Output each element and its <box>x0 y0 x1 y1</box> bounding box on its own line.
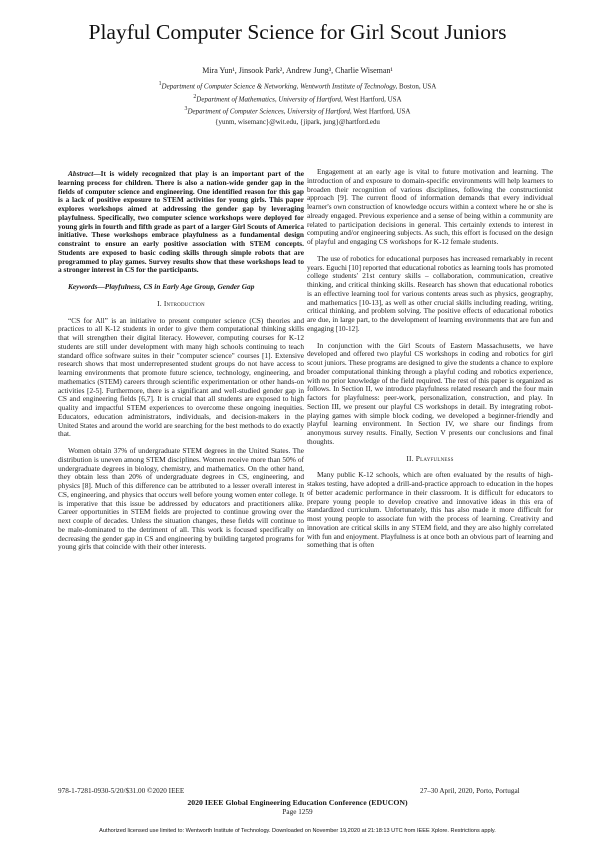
paragraph: Women obtain 37% of undergraduate STEM degrees in the United States. The distribution is uneven among STEM disciplines. Women receive more than 50% of undergraduate degrees in biology, chemistry, and mathematics. On the other hand, they obtain less than 20% of undergraduate degrees in CS, engineering, and physics [8]. Much of this difference can be attributed to a lesser overall interest in CS, engineering, and physics that occurs well before young women enter college. It is imperative that this issue be addressed by educators and practitioners alike. Career opportunities in STEM fields are projected to continue growing over the next couple of decades. Unless the situation changes, these fields will continue to be male-dominated to the detriment of all. This work is focused specifically on decreasing the gender gap in CS and engineering by building targeted programs for young girls that coincide with their other interests. <box>58 446 304 552</box>
abstract-text: —It is widely recognized that play is an important part of the learning process for children. There is also a nation-wide gender gap in the fields of computer science and engineering. One identified reason for this gap is a lack of positive exposure to STEM activities for young girls. This paper explores workshops aimed at addressing the gender gap by leveraging playfulness. Specifically, two computer science workshops were deployed for young girls in fourth and fifth grade as part of a larger Girl Scouts of America initiative. These workshops embrace playfulness as a fundamental design constraint to ensure an early positive association with STEM concepts. Students are exposed to basic coding skills through simple robots that are programmed to play games. Survey results show that these workshops lead to a stronger interest in CS for the participants. <box>58 169 304 275</box>
footer-conference: 2020 IEEE Global Engineering Education Conference (EDUCON) <box>187 798 408 807</box>
paper-title: Playful Computer Science for Girl Scout Juniors <box>88 20 507 44</box>
author-list: Mira Yun¹, Jinsook Park², Andrew Jung³, Charlie Wiseman¹ <box>202 66 393 75</box>
abstract <box>58 170 304 275</box>
paragraph: The use of robotics for educational purposes has increased remarkably in recent years. Eguchi [10] reported that educational robotics as learning tools has promoted college students' 21st century skills – collaboration, communication, creative thinking, and critical thinking skills. Research has shown that educational robotics is an effective learning tool for various contents areas such as physics, geography, and mathematics [10-13], as well as other crucial skills including reading, writing, critical thinking, and problem solving. The positive effects of educational robotics are due, in large part, to the development of learning environments that are fun and engaging [10-12]. <box>307 253 553 333</box>
paragraph: In conjunction with the Girl Scouts of Eastern Massachusetts, we have developed and offered two playful CS workshops in coding and robotics for girl scout juniors. These programs are designed to give the students a chance to explore broader computational thinking through a playful coding and robotics experience, with no prior knowledge of the field required. The rest of this paper is organized as follows. In Section II, we introduce playfulness related research and the four main factors for playfulness: peer-work, personalization, construction, and play. In Section III, we present our playful CS workshops in detail. By integrating robot-playing games with simple block coding, we developed a beginner-friendly and playful learning environment. In Section IV, we share our findings from anonymous survey results. Finally, Section V presents our conclusions and final thoughts. <box>307 340 553 446</box>
affiliation-1: $^1$Department of Computer Science & Networking, Wentworth Institute of Technology, Boston, USA <box>158 81 437 91</box>
affiliation-2: $^2$Department of Mathematics, University of Hartford, West Hartford, USA <box>193 93 402 103</box>
affiliation-3: $^3$Department of Computer Sciences, University of Hartford, West Hartford, USA <box>184 106 411 116</box>
author-emails: {yunm, wisemanc}@wit.edu, {jipark, jung}@hartford.edu <box>215 117 380 126</box>
keywords: Keywords—Playfulness, CS in Early Age Group, Gender Gap <box>68 282 255 291</box>
paragraph: Many public K-12 schools, which are often evaluated by the results of high-stakes testing, have adopted a drill-and-practice approach to education in the hopes of better academic performance in their classroom. It is difficult for educators to prepare young people to develop creative and innovative ideas in this era of standardized curriculum. Unfortunately, this has also made it more difficult for most young people to associate fun with the process of learning. Creativity and innovation are critical skills in any STEM field, and they are also highly correlated with fun and enjoyment. Playfulness is at once both an obvious part of learning and something that is often <box>307 470 553 550</box>
section-heading-playfulness: II. Playfulness <box>406 453 454 463</box>
affiliations <box>0 79 595 127</box>
left-column <box>58 170 304 560</box>
paragraph: “CS for All” is an initiative to present computer science (CS) theories and practices to all K-12 students in order to give them computational thinking skills that will strengthen their digital literacy. However, computing courses for K-12 students are still under development with many high schools continuing to teach standard office software suites in their "computer science" courses [1]. Extensive research shows that most underrepresented student groups do not have access to learning environments that promote future science, technology, engineering, and mathematics (STEM) careers through scientific experimentation or other hands-on activities [2-5]. Furthermore, there is a significant and well-studied gender gap in CS and engineering fields [6,7]. It is crucial that all students are exposed to high quality and impactful STEM experiences to overcome these ongoing inequities. Educators, education administrators, individuals, and decision-makers in the United States and around the world are searching for the best methods to do exactly that. <box>58 315 304 439</box>
footer-isbn: 978-1-7281-0930-5/20/$31.00 ©2020 IEEE <box>58 787 185 795</box>
page-number: Page 1259 <box>282 808 313 816</box>
license-notice: Authorized licensed use limited to: Wentworth Institute of Technology. Downloaded on November 19,2020 at 21:18:13 UTC from IEEE Xplore. Restrictions apply. <box>99 828 496 834</box>
footer-dates: 27–30 April, 2020, Porto, Portugal <box>420 787 520 795</box>
paragraph: Engagement at an early age is vital to future motivation and learning. The introduction of and exposure to domain-specific environments will help learners to broaden their recognition of various disciplines, following the constructionist approach [9]. The current flood of information demands that every individual learner's own construction of knowledge occurs within a context where he or she is already engaged. Previous experience and a sense of being within a community are related to participation decisions in general. This certainly extends to interest in computing and/or engineering subjects. As such, this effort is focused on the design of playful and engaging CS workshops for K-12 female students. <box>307 167 553 246</box>
abstract-lead: Abstract <box>68 169 94 178</box>
section-heading-introduction: I. Introduction <box>157 298 205 308</box>
right-column <box>307 168 553 558</box>
